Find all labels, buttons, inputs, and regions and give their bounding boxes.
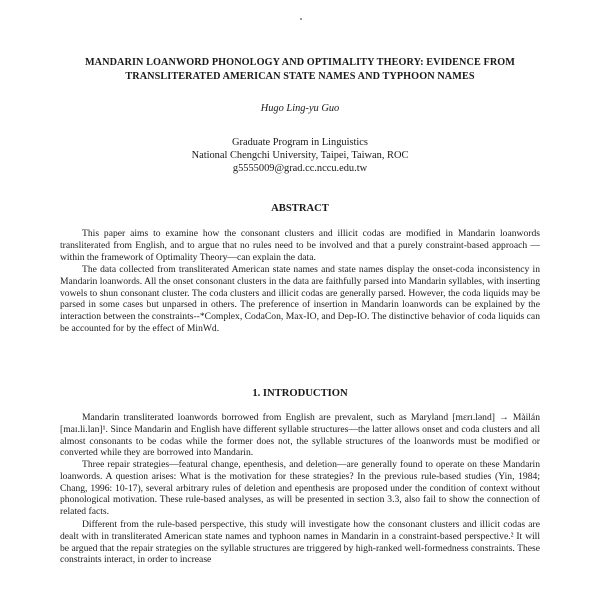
intro-paragraph-1: Mandarin transliterated loanwords borrowed from English are prevalent, such as Maryland [mɛrɪ.lənd] → Màilán [maɪ.li.lan]¹. Since Mandarin and English have different syllable structures—the latter allows onset and coda clusters and all almost consonants to be codas while the former does not, the syllable structures of the loanwords must be modified or converted while they are borrowed into Mandarin.	[60, 412, 540, 459]
author-email: g5555009@grad.cc.nccu.edu.tw	[232, 163, 368, 174]
abstract-heading: ABSTRACT	[271, 203, 329, 214]
scan-speck	[300, 18, 302, 20]
abstract-paragraph-1: This paper aims to examine how the consonant clusters and illicit codas are modified in Mandarin loanwords transliterated from English, and to argue that no rules need to be involved and that a purely constraint-based approach —within the framework of Optimality Theory—can explain the data.	[60, 228, 540, 263]
introduction-heading: 1. INTRODUCTION	[252, 388, 348, 399]
paper-title-line2: TRANSLITERATED AMERICAN STATE NAMES AND TYPHOON NAMES	[125, 71, 475, 82]
intro-paragraph-2: Three repair strategies—featural change, epenthesis, and deletion—are generally found to operate on these Mandarin loanwords. A question arises: What is the motivation for these strategies? In the previous rule-based studies (Yin, 1984; Chang, 1996: 10-17), several arbitrary rules of deletion and epenthesis are proposed under the condition of context without phonological motivation. These rule-based analyses, as will be presented in section 3.3, also fail to show the connection of related facts.	[60, 459, 540, 518]
abstract-paragraph-2: The data collected from transliterated American state names and state names display the onset-coda inconsistency in Mandarin loanwords. All the onset consonant clusters in the data are faithfully parsed into Mandarin syllables, with inserting vowels to shun consonant cluster. The coda clusters and illicit codas are generally parsed. However, the coda liquids may be parsed in some cases but unparsed in others. The preference of insertion in Mandarin loanwords can be explained by the interaction between the constraints--*Complex, CodaCon, Max-IO, and Dep-IO. The distinctive behavior of coda liquids can be accounted for by the effect of MinWd.	[60, 264, 540, 334]
intro-paragraph-3: Different from the rule-based perspective, this study will investigate how the consonant clusters and illicit codas are dealt with in transliterated American state names and typhoon names in Mandarin in a constraint-based perspective.² It will be argued that the repair strategies on the syllable structures are triggered by high-ranked well-formedness constraints. These constraints interact, in order to increase	[60, 519, 540, 566]
paper-title-line1: MANDARIN LOANWORD PHONOLOGY AND OPTIMALITY THEORY: EVIDENCE FROM	[84, 57, 516, 68]
affiliation-line1: Graduate Program in Linguistics	[232, 137, 368, 148]
affiliation-line2: National Chengchi University, Taipei, Taiwan, ROC	[191, 150, 409, 161]
author-name: Hugo Ling-yu Guo	[260, 103, 340, 114]
